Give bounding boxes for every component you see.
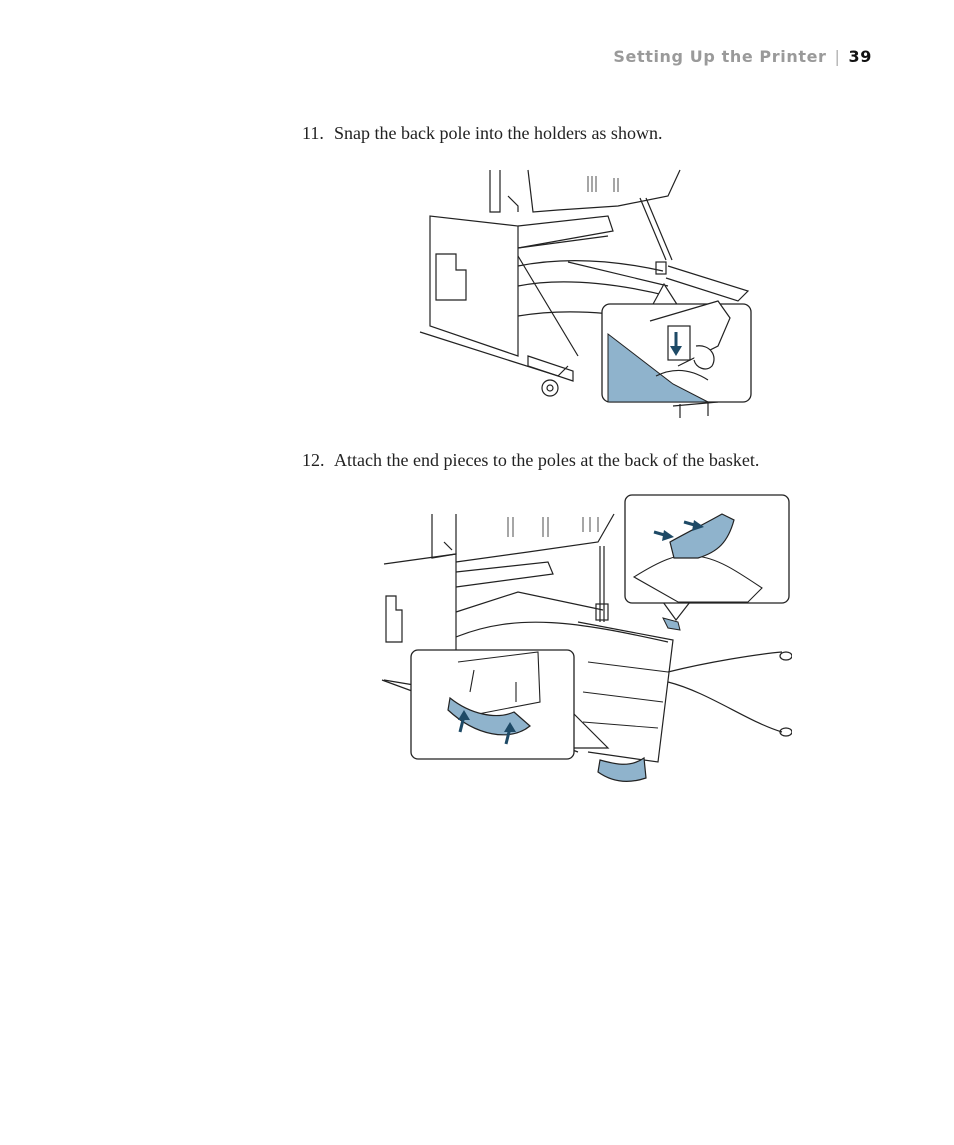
running-header bbox=[613, 47, 872, 66]
step-11 bbox=[302, 123, 662, 144]
step-number: 11. bbox=[302, 123, 324, 143]
step-12 bbox=[302, 450, 759, 471]
section-title: Setting Up the Printer bbox=[613, 47, 827, 66]
step-text: Attach the end pieces to the poles at the back of the basket. bbox=[334, 450, 760, 470]
printer-basket-illustration-icon bbox=[418, 166, 754, 422]
page-number: 39 bbox=[848, 47, 872, 66]
step-number: 12. bbox=[302, 450, 325, 470]
header-separator: | bbox=[834, 47, 841, 66]
figure-end-pieces bbox=[378, 492, 792, 790]
step-text: Snap the back pole into the holders as shown. bbox=[334, 123, 663, 143]
figure-back-pole bbox=[418, 166, 754, 422]
printer-basket-illustration-icon bbox=[378, 492, 792, 790]
